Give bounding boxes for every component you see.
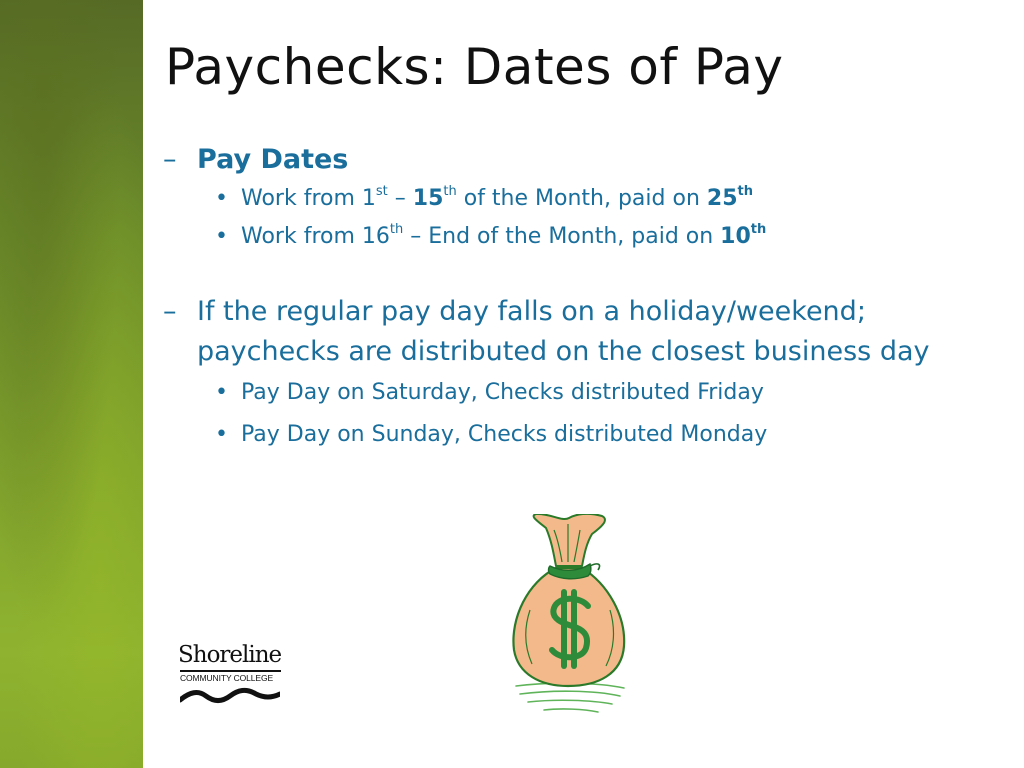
bold-number: 15 — [412, 186, 444, 211]
list-item — [163, 218, 1003, 256]
superscript: th — [737, 184, 753, 199]
text-run: – — [387, 186, 413, 211]
sidebar-green-band — [0, 0, 143, 768]
list-item — [163, 416, 1003, 454]
text-run: Work from 1 — [241, 186, 376, 211]
dash-marker: – — [163, 144, 177, 175]
list-item-text: Pay Day on Sunday, Checks distributed Monday — [241, 422, 768, 447]
money-bag-icon — [506, 514, 632, 720]
section-text: If the regular pay day falls on a holiday/weekend; paychecks are distributed on the closest business day — [197, 296, 930, 367]
dash-marker: – — [163, 296, 177, 327]
list-item-text: Pay Day on Saturday, Checks distributed Friday — [241, 380, 764, 405]
superscript: th — [750, 222, 767, 237]
slide-content — [163, 140, 1003, 454]
superscript: th — [443, 184, 457, 199]
superscript: st — [375, 184, 388, 199]
text-run: – End of the Month, paid on — [403, 224, 721, 249]
bold-number: 25 — [706, 186, 738, 211]
college-logo — [178, 642, 288, 704]
text-run: of the Month, paid on — [456, 186, 707, 211]
wave-icon — [180, 686, 280, 704]
slide-title: Paychecks: Dates of Pay — [165, 38, 784, 96]
bullet-marker: • — [215, 186, 228, 211]
bullet-marker: • — [215, 224, 228, 249]
list-item — [163, 374, 1003, 412]
bold-number: 10 — [720, 224, 751, 249]
logo-subtitle: COMMUNITY COLLEGE — [180, 673, 274, 683]
section-holiday-rule — [163, 292, 1003, 372]
logo-name: Shoreline — [178, 642, 282, 668]
section-heading: Pay Dates — [197, 144, 349, 175]
section-pay-dates — [163, 140, 1003, 180]
list-item — [163, 180, 1003, 218]
bullet-marker: • — [215, 422, 228, 447]
superscript: th — [389, 222, 404, 237]
bullet-marker: • — [215, 380, 228, 405]
logo-divider — [180, 670, 281, 672]
text-run: Work from 16 — [241, 224, 390, 249]
